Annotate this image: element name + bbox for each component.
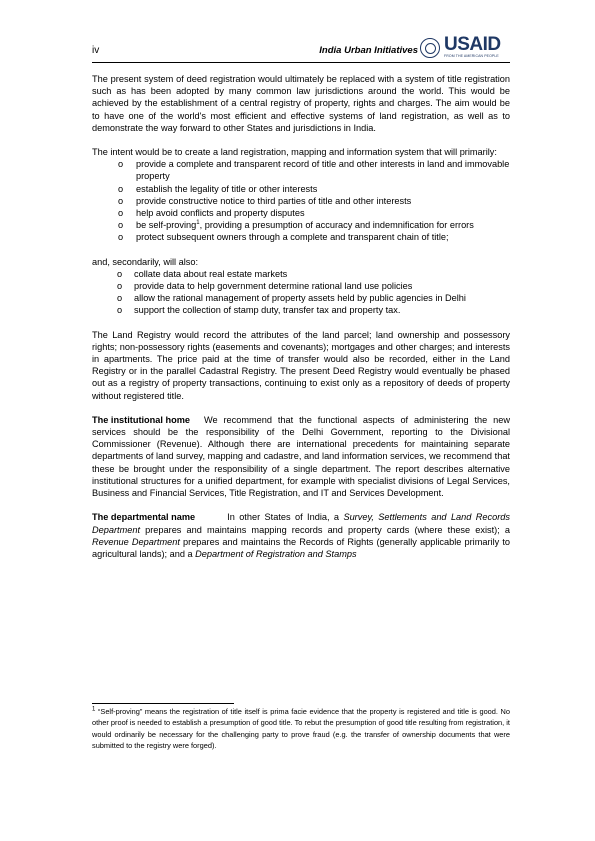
bullet-icon: o	[117, 281, 123, 292]
list-item: o provide data to help government determine rational land use policies	[117, 281, 413, 292]
primary-objectives-list	[92, 158, 510, 243]
institutional-home-heading: The institutional home	[92, 414, 190, 425]
list-item: o protect subsequent owners through a complete and transparent chain of title;	[118, 232, 449, 243]
list-item: o allow the rational management of property assets held by public agencies in Delhi	[117, 293, 466, 304]
departmental-name-heading: The departmental name	[92, 512, 196, 523]
running-title: India Urban Initiatives	[319, 45, 418, 56]
list-item: o support the collection of stamp duty, transfer tax and property tax.	[117, 305, 401, 316]
paragraph-institutional-home: The institutional home We recommend that the functional aspects of administering the new services should be the responsibility of the Delhi Government, reporting to the Divisional Commissioner (Revenue). Although there are international precedents for maintaining separate departments of land survey, mapping and cadastre, and land information services, we recommend that these be brought under the responsibility of a single department. The report describes alternative institutional structures for a unified department, for example with specialist divisions of Legal Services, Business and Financial Services, Title Registration, and IT and Services Development.	[92, 414, 510, 499]
paragraph-land-registry: The Land Registry would record the attributes of the land parcel; land ownership and possessory rights; non-possessory rights (easements and covenants); mortgages and other charges; and interests in apartments. The price paid at the time of transfer would also be recorded, either in the Land Registry or in the parallel Cadastral Registry. The present Deed Registry would eventually be phased out as a registry of property transactions, continuing to exist only as a repository of deeds of property without registered title.	[92, 329, 510, 401]
header-rule	[92, 62, 510, 63]
usaid-logo-word: USAID	[444, 34, 501, 55]
page-number: iv	[92, 45, 100, 56]
paragraph-deed-registration: The present system of deed registration would ultimately be replaced with a system of title registration such as has been adopted by many common law jurisdictions around the world. This would be achieved by the establishment of a central registry of property, rights and charges. The aim would be to have one of the world's most efficient and effective systems of land registration, as well as to demonstrate the way forward to other States and jurisdictions in India.	[92, 74, 510, 133]
usaid-logo-tagline: FROM THE AMERICAN PEOPLE	[444, 54, 499, 58]
footnote	[92, 706, 510, 752]
bullet-icon: o	[117, 268, 123, 279]
bullet-icon: o	[118, 159, 124, 170]
list-item: o establish the legality of title or other interests	[118, 183, 318, 194]
page-header	[92, 36, 510, 62]
bullet-icon: o	[118, 232, 124, 243]
usaid-logo	[420, 36, 510, 62]
footnote-text: “Self-proving” means the registration of title itself is prima facie evidence that the property is registered and title is good. No other proof is needed to establish a presumption of good title. To rebut the presumption of good title resulting from registration, it would ordinarily be necessary for the challenging party to prove fraud (e.g. the transfer of ownership documents that were submitted to the registry were forged).	[92, 707, 510, 751]
usaid-seal-icon	[420, 38, 440, 58]
footnote-rule	[92, 703, 234, 704]
secondary-objectives-list	[92, 268, 510, 317]
bullet-icon: o	[117, 305, 123, 316]
bullet-icon: o	[118, 183, 124, 194]
list-item: o provide a complete and transparent record of title and other interests in land and immovable property	[118, 159, 510, 182]
bullet-icon: o	[118, 220, 124, 231]
page-body	[92, 73, 510, 572]
bullet-icon: o	[118, 195, 124, 206]
list-item: o help avoid conflicts and property disputes	[118, 208, 305, 219]
paragraph-intent: The intent would be to create a land registration, mapping and information system that will primarily:	[92, 147, 497, 158]
paragraph-secondarily: and, secondarily, will also:	[92, 256, 199, 267]
footnote-number: 1	[92, 706, 96, 713]
list-item: o provide constructive notice to third parties of title and other interests	[118, 195, 412, 206]
paragraph-departmental-name: The departmental name In other States of India, a Survey, Settlements and Land Records Department prepares and maintains mapping records and property cards (where these exist); a Revenue Department prepares and maintains the Records of Rights (generally applicable primarily to agricultural lands); and a Department of Registration and Stamps	[92, 512, 510, 559]
bullet-icon: o	[118, 208, 124, 219]
bullet-icon: o	[117, 293, 123, 304]
list-item: o collate data about real estate markets	[117, 268, 288, 279]
list-item: o be self-proving$^1$, providing a presumption of accuracy and indemnification for errors	[118, 220, 474, 231]
footnote-reference[interactable]: 1	[196, 220, 200, 227]
